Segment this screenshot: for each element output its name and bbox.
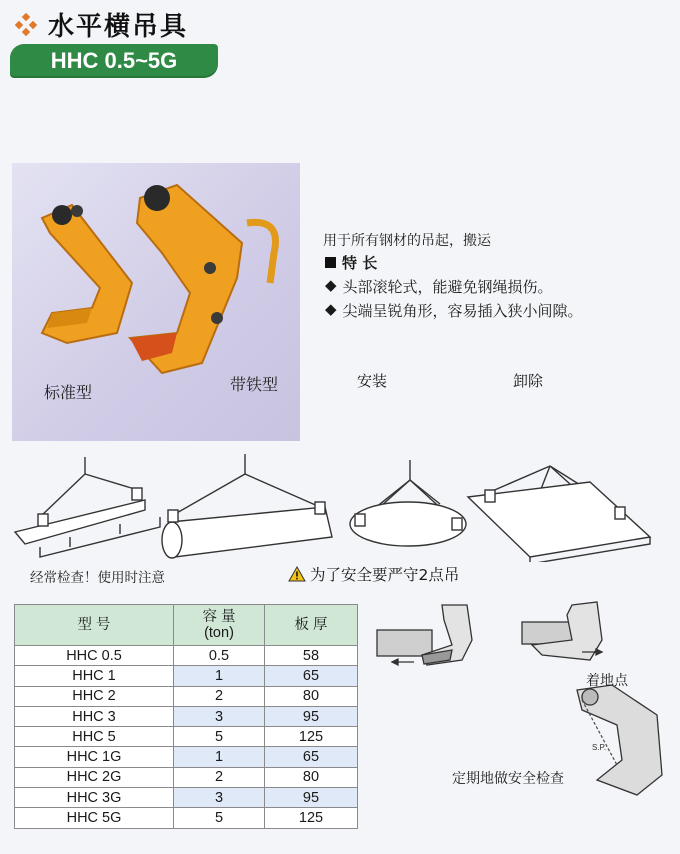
plate-clamp-image xyxy=(130,185,275,373)
table-row xyxy=(15,686,358,706)
capacity-unit-text: (ton) xyxy=(204,625,234,641)
table-row xyxy=(15,747,358,767)
thickness-cell: 65 xyxy=(265,747,358,767)
model-cell: HHC 1G xyxy=(15,747,174,767)
capacity-column-header xyxy=(174,605,265,646)
model-cell: HHC 3 xyxy=(15,706,174,726)
diamond-bullet-icon: ◆ xyxy=(325,276,337,294)
disc-sketch xyxy=(350,460,466,546)
capacity-cell: 5 xyxy=(174,808,265,828)
capacity-cell: 2 xyxy=(174,767,265,787)
inspection-label: 定期地做安全检查 xyxy=(452,771,564,787)
i-beam-sketch xyxy=(15,457,160,557)
capacity-cell: 5 xyxy=(174,727,265,747)
thickness-cell: 95 xyxy=(265,788,358,808)
check-often-note: 经常检查！使用时注意 xyxy=(30,570,165,586)
table-row xyxy=(15,788,358,808)
feature-text: 头部滚轮式，能避免钢绳损伤。 xyxy=(342,278,553,296)
plate-type-label: 带铁型 xyxy=(230,375,279,394)
feature-text: 尖端呈锐角形，容易插入狭小间隙。 xyxy=(342,302,583,320)
thickness-cell: 95 xyxy=(265,706,358,726)
table-header-row xyxy=(15,605,358,646)
feature-item xyxy=(325,276,553,297)
sp-label: S.P. xyxy=(592,743,607,752)
capacity-header-text: 容 量 xyxy=(202,609,236,625)
table-row xyxy=(15,808,358,828)
page-title: 水平横吊具 xyxy=(48,12,189,42)
capacity-cell: 1 xyxy=(174,666,265,686)
diamond-cluster-icon xyxy=(14,13,38,37)
model-cell: HHC 3G xyxy=(15,788,174,808)
insert-diagram xyxy=(377,605,472,665)
capacity-cell: 0.5 xyxy=(174,646,265,666)
usage-description: 用于所有钢材的吊起，搬运 xyxy=(323,233,491,249)
remove-diagram xyxy=(522,602,602,660)
inspection-diagram xyxy=(577,685,662,795)
diamond-bullet-icon: ◆ xyxy=(325,300,337,318)
steel-plate-sketch xyxy=(468,466,650,562)
capacity-cell: 3 xyxy=(174,706,265,726)
spec-table xyxy=(14,604,358,829)
round-bar-sketch xyxy=(162,454,332,558)
title-row xyxy=(14,6,188,43)
model-cell: HHC 5 xyxy=(15,727,174,747)
thickness-cell: 125 xyxy=(265,727,358,747)
thickness-cell: 80 xyxy=(265,767,358,787)
table-row xyxy=(15,706,358,726)
table-row xyxy=(15,767,358,787)
table-row xyxy=(15,666,358,686)
thickness-cell: 80 xyxy=(265,686,358,706)
model-cell: HHC 2 xyxy=(15,686,174,706)
thickness-column-header: 板 厚 xyxy=(265,605,358,646)
capacity-cell: 1 xyxy=(174,747,265,767)
model-cell: HHC 5G xyxy=(15,808,174,828)
warning-icon xyxy=(288,566,306,582)
model-range-badge: HHC 0.5~5G xyxy=(10,44,218,78)
model-cell: HHC 2G xyxy=(15,767,174,787)
capacity-cell: 2 xyxy=(174,686,265,706)
usage-sketches xyxy=(10,452,660,562)
safety-note-text: 为了安全要严守2点吊 xyxy=(310,566,460,584)
features-heading-text: 特 长 xyxy=(342,254,378,272)
remove-label: 卸除 xyxy=(513,372,544,390)
standard-clamp-image xyxy=(42,205,132,343)
standard-type-label: 标准型 xyxy=(44,383,93,402)
table-row xyxy=(15,727,358,747)
safety-note xyxy=(288,563,459,585)
thickness-cell: 58 xyxy=(265,646,358,666)
ground-point-label: 着地点 xyxy=(586,673,628,689)
square-bullet-icon xyxy=(325,257,336,268)
thickness-cell: 125 xyxy=(265,808,358,828)
model-cell: HHC 0.5 xyxy=(15,646,174,666)
thickness-cell: 65 xyxy=(265,666,358,686)
features-heading xyxy=(325,252,377,273)
model-column-header: 型 号 xyxy=(15,605,174,646)
capacity-cell: 3 xyxy=(174,788,265,808)
install-label: 安装 xyxy=(357,372,388,390)
feature-item xyxy=(325,300,583,321)
model-cell: HHC 1 xyxy=(15,666,174,686)
table-row xyxy=(15,646,358,666)
